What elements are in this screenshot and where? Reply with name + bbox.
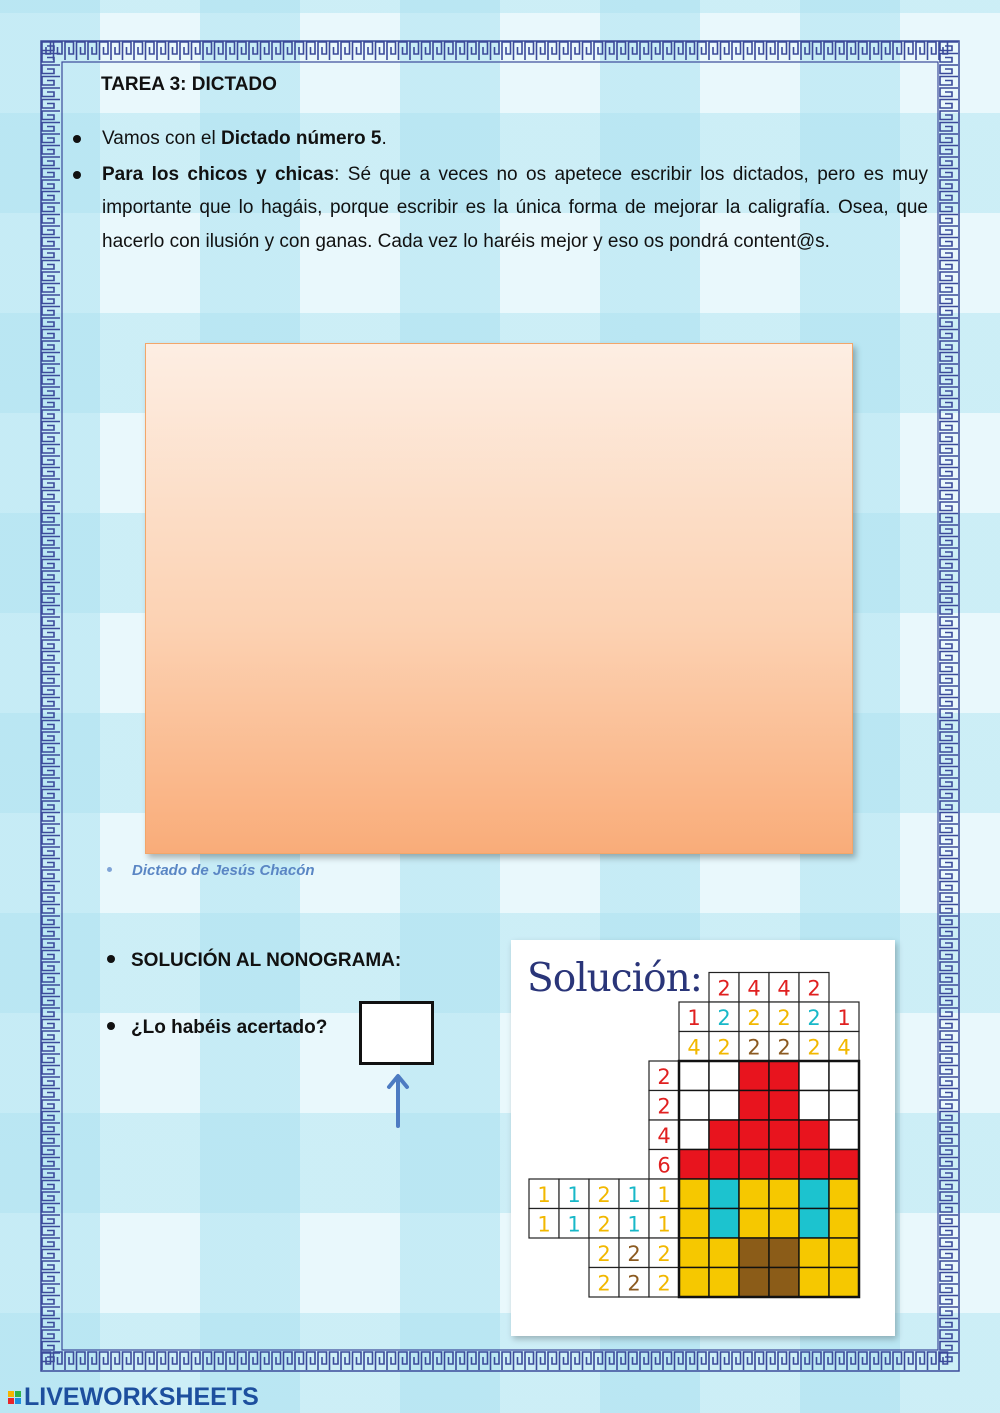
nonogram-cell bbox=[739, 1091, 769, 1121]
nonogram-cell bbox=[829, 1179, 859, 1209]
nonogram-cell bbox=[679, 1061, 709, 1091]
nonogram-cell bbox=[709, 1061, 739, 1091]
bullet-dot bbox=[107, 955, 115, 963]
nonogram-cell bbox=[769, 1268, 799, 1298]
row-clue: 2 bbox=[657, 1271, 671, 1296]
column-clue: 4 bbox=[777, 976, 791, 1001]
bullet-dot bbox=[107, 867, 112, 872]
nonogram-cell bbox=[769, 1238, 799, 1268]
column-clue: 2 bbox=[777, 1035, 791, 1060]
column-clue: 4 bbox=[747, 976, 761, 1001]
column-clue: 4 bbox=[837, 1035, 851, 1060]
nonogram-cell bbox=[769, 1061, 799, 1091]
nonogram-cell bbox=[739, 1268, 769, 1298]
nonogram-cell bbox=[769, 1120, 799, 1150]
nonogram-cell bbox=[739, 1209, 769, 1239]
instruction-item: Vamos con el Dictado número 5. bbox=[68, 122, 928, 156]
column-clue: 2 bbox=[777, 1005, 791, 1030]
row-clue: 1 bbox=[567, 1182, 581, 1207]
nonogram-cell bbox=[799, 1091, 829, 1121]
nonogram-cell bbox=[769, 1209, 799, 1239]
nonogram-cell bbox=[679, 1091, 709, 1121]
nonogram-cell bbox=[739, 1179, 769, 1209]
nonogram-cell bbox=[799, 1061, 829, 1091]
column-clue: 2 bbox=[717, 1005, 731, 1030]
column-clue: 4 bbox=[687, 1035, 701, 1060]
column-clue: 2 bbox=[807, 1005, 821, 1030]
nonogram-cell bbox=[739, 1120, 769, 1150]
solution-title: Solución: bbox=[527, 956, 702, 1001]
row-clue: 2 bbox=[627, 1271, 641, 1296]
row-clue: 1 bbox=[627, 1212, 641, 1237]
row-clue: 2 bbox=[597, 1241, 611, 1266]
logo-mark-icon bbox=[8, 1391, 21, 1404]
row-clue: 2 bbox=[657, 1094, 671, 1119]
nonogram-cell bbox=[799, 1238, 829, 1268]
nonogram-cell bbox=[829, 1091, 859, 1121]
nonogram-cell bbox=[769, 1179, 799, 1209]
row-clue: 1 bbox=[657, 1182, 671, 1207]
column-clue: 1 bbox=[687, 1005, 701, 1030]
nonogram-cell bbox=[769, 1150, 799, 1180]
instruction-item: Para los chicos y chicas: Sé que a veces no os apetece escribir los dictados, pero es muy importante que lo hagáis, porque escribir es la única forma de mejorar la caligrafía. Osea, que hacerlo con ilusión y con ganas. Cada vez lo haréis mejor y eso os pondrá content@s. bbox=[68, 158, 928, 259]
row-clue: 1 bbox=[537, 1182, 551, 1207]
nonogram-cell bbox=[829, 1209, 859, 1239]
answer-checkbox[interactable] bbox=[359, 1001, 434, 1065]
nonogram-solution bbox=[511, 940, 895, 1336]
row-clue: 2 bbox=[597, 1182, 611, 1207]
column-clue: 2 bbox=[717, 1035, 731, 1060]
row-clue: 2 bbox=[597, 1212, 611, 1237]
row-clue: 2 bbox=[657, 1241, 671, 1266]
nonogram-cell bbox=[799, 1150, 829, 1180]
row-clue: 4 bbox=[657, 1123, 671, 1148]
column-clue: 2 bbox=[747, 1005, 761, 1030]
nonogram-cell bbox=[799, 1209, 829, 1239]
bullet-dot bbox=[107, 1022, 115, 1030]
nonogram-cell bbox=[679, 1209, 709, 1239]
row-clue: 1 bbox=[627, 1182, 641, 1207]
row-clue: 1 bbox=[567, 1212, 581, 1237]
column-clue: 2 bbox=[807, 976, 821, 1001]
nonogram-cell bbox=[739, 1238, 769, 1268]
nonogram-cell bbox=[679, 1268, 709, 1298]
liveworksheets-logo: LIVEWORKSHEETS bbox=[8, 1383, 259, 1412]
nonogram-cell bbox=[829, 1268, 859, 1298]
row-clue: 6 bbox=[657, 1153, 671, 1178]
nonogram-cell bbox=[679, 1120, 709, 1150]
column-clue: 2 bbox=[717, 976, 731, 1001]
column-clue: 1 bbox=[837, 1005, 851, 1030]
nonogram-cell bbox=[709, 1120, 739, 1150]
nonogram-cell bbox=[679, 1179, 709, 1209]
dictation-answer-box[interactable] bbox=[145, 343, 853, 854]
nonogram-cell bbox=[769, 1091, 799, 1121]
instructions-list bbox=[68, 122, 928, 260]
nonogram-cell bbox=[799, 1179, 829, 1209]
nonogram-cell bbox=[829, 1238, 859, 1268]
nonogram-cell bbox=[799, 1268, 829, 1298]
nonogram-cell bbox=[709, 1268, 739, 1298]
nonogram-cell bbox=[709, 1091, 739, 1121]
solution-image bbox=[511, 940, 895, 1336]
task-title: TAREA 3: DICTADO bbox=[101, 74, 277, 95]
nonogram-cell bbox=[829, 1150, 859, 1180]
nonogram-cell bbox=[709, 1150, 739, 1180]
row-clue: 2 bbox=[627, 1241, 641, 1266]
nonogram-cell bbox=[709, 1179, 739, 1209]
row-clue: 2 bbox=[597, 1271, 611, 1296]
nonogram-cell bbox=[739, 1061, 769, 1091]
row-clue: 1 bbox=[657, 1212, 671, 1237]
arrow-up-icon bbox=[386, 1072, 410, 1128]
dictation-credit: Dictado de Jesús Chacón bbox=[107, 862, 315, 879]
nonogram-cell bbox=[709, 1238, 739, 1268]
row-clue: 2 bbox=[657, 1064, 671, 1089]
nonogram-cell bbox=[829, 1120, 859, 1150]
nonogram-cell bbox=[829, 1061, 859, 1091]
nonogram-cell bbox=[679, 1238, 709, 1268]
column-clue: 2 bbox=[747, 1035, 761, 1060]
solution-question: ¿Lo habéis acertado? bbox=[107, 1017, 327, 1039]
nonogram-cell bbox=[709, 1209, 739, 1239]
nonogram-cell bbox=[799, 1120, 829, 1150]
row-clue: 1 bbox=[537, 1212, 551, 1237]
column-clue: 2 bbox=[807, 1035, 821, 1060]
solution-heading: SOLUCIÓN AL NONOGRAMA: bbox=[107, 950, 401, 972]
nonogram-cell bbox=[739, 1150, 769, 1180]
nonogram-cell bbox=[679, 1150, 709, 1180]
